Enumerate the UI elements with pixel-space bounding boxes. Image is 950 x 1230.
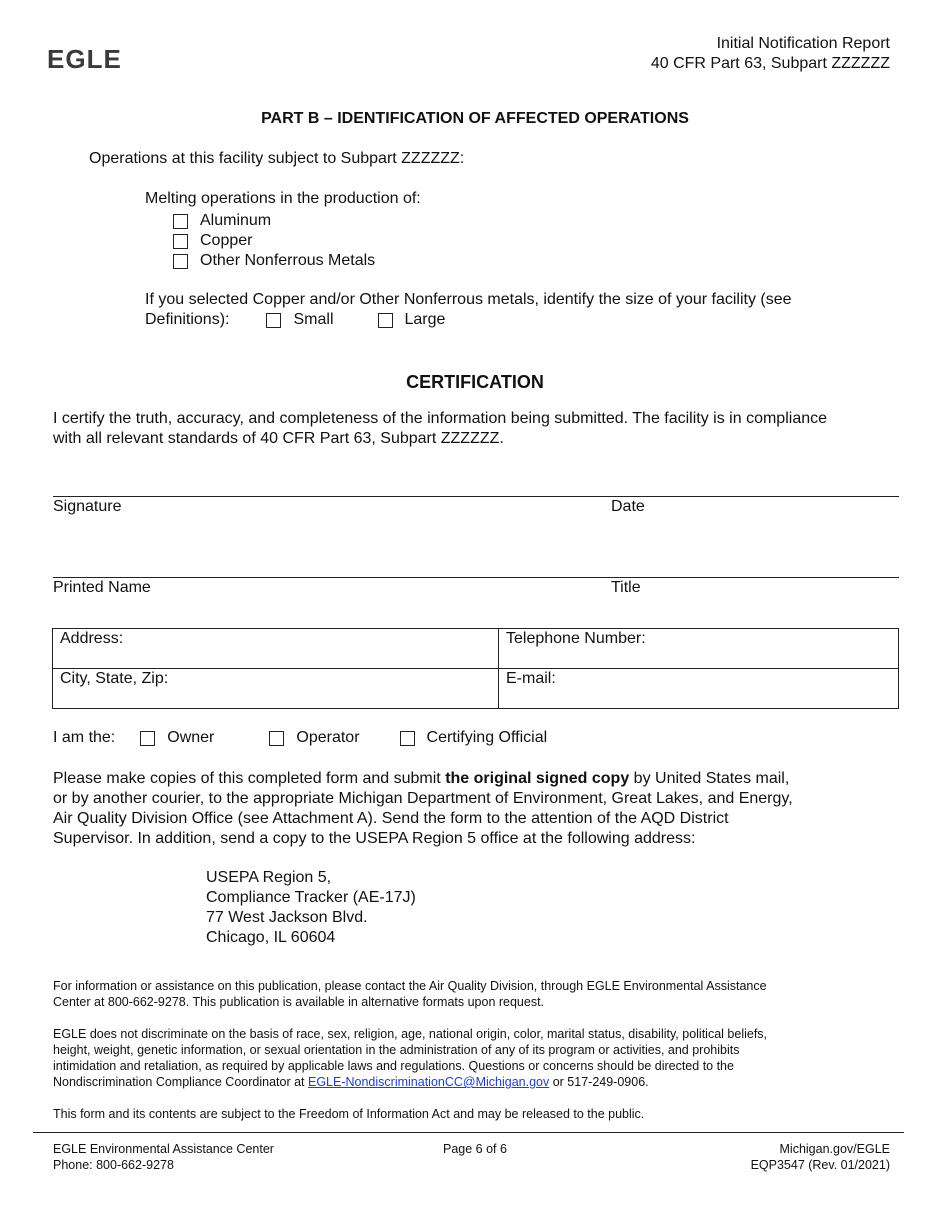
egle-logo — [47, 46, 127, 72]
cert-statement-cont: with all relevant standards of 40 CFR Part 63, Subpart ZZZZZZ. — [53, 430, 504, 447]
copper-checkbox[interactable] — [173, 234, 188, 249]
signature-line[interactable] — [53, 496, 899, 497]
footer-divider — [33, 1132, 904, 1133]
instructions-text-end: by United States mail, — [629, 770, 790, 787]
report-title: Initial Notification Report — [716, 35, 890, 52]
instructions-line-4: Supervisor. In addition, send a copy to the USEPA Region 5 office at the following address: — [53, 830, 696, 847]
form-number: EQP3547 (Rev. 01/2021) — [750, 1158, 890, 1172]
nondiscrimination-email-link[interactable]: EGLE-NondiscriminationCC@Michigan.gov — [307, 1075, 550, 1089]
small-checkbox[interactable] — [266, 313, 281, 328]
certifying-official-checkbox[interactable] — [400, 731, 415, 746]
instructions-line-2: or by another courier, to the appropriate Michigan Department of Environment, Great Lakes, and Energy, — [53, 790, 793, 807]
address-line: 77 West Jackson Blvd. — [206, 909, 368, 926]
owner-checkbox[interactable] — [140, 731, 155, 746]
date-label: Date — [611, 498, 645, 515]
usepa-address — [206, 868, 416, 948]
copper-label: Copper — [200, 232, 253, 249]
nondiscrimination-notice — [53, 1026, 767, 1090]
large-label: Large — [404, 311, 446, 328]
footer-right — [751, 1141, 890, 1173]
size-row — [145, 310, 445, 330]
size-question-cont: Definitions): — [145, 311, 230, 328]
title-label: Title — [611, 579, 641, 596]
page-number: Page 6 of 6 — [443, 1142, 507, 1156]
large-checkbox[interactable] — [378, 313, 393, 328]
operator-checkbox[interactable] — [269, 731, 284, 746]
instructions-text: Please make copies of this completed form and submit — [53, 770, 446, 787]
signature-label: Signature — [53, 498, 122, 515]
option-aluminum[interactable] — [173, 211, 271, 231]
melting-label: Melting operations in the production of: — [145, 190, 421, 207]
footer-phone: Phone: 800-662-9278 — [53, 1158, 174, 1172]
info-notice — [53, 978, 767, 1010]
info-notice-line: Center at 800-662-9278. This publication is available in alternative formats upon request. — [53, 995, 545, 1009]
option-other-nonferrous[interactable] — [173, 251, 375, 271]
printed-name-label: Printed Name — [53, 579, 151, 596]
telephone-field[interactable] — [499, 629, 899, 669]
printed-name-line[interactable] — [53, 577, 899, 578]
svg-text:EGLE: EGLE — [47, 46, 122, 72]
certifying-official-label: Certifying Official — [426, 729, 548, 746]
nd-notice-line — [53, 1074, 767, 1090]
instructions-line-3: Air Quality Division Office (see Attachment A). Send the form to the attention of the AQD District — [53, 810, 729, 827]
foia-notice: This form and its contents are subject to the Freedom of Information Act and may be released to the public. — [53, 1107, 645, 1121]
report-header — [651, 34, 890, 74]
role-row — [53, 728, 547, 748]
operator-label: Operator — [296, 729, 360, 746]
option-copper[interactable] — [173, 231, 252, 251]
city-state-zip-field[interactable] — [53, 669, 499, 709]
other-nonferrous-label: Other Nonferrous Metals — [200, 252, 376, 269]
nd-notice-line: EGLE does not discriminate on the basis of race, sex, religion, age, national origin, color, marital status, disability, political beliefs, — [53, 1027, 768, 1041]
info-notice-line: For information or assistance on this publication, please contact the Air Quality Division, through EGLE Environmental Assistance — [53, 979, 767, 993]
regulation-subpart: 40 CFR Part 63, Subpart ZZZZZZ — [650, 55, 890, 72]
aluminum-checkbox[interactable] — [173, 214, 188, 229]
nd-notice-text: Nondiscrimination Compliance Coordinator at — [53, 1075, 308, 1089]
telephone-label: Telephone Number: — [506, 630, 646, 647]
owner-label: Owner — [167, 729, 215, 746]
nd-notice-line: height, weight, genetic information, or sexual orientation in the administration of any of its program or activities, and prohibits — [53, 1043, 740, 1057]
nd-notice-phone: or 517-249-0906. — [549, 1075, 649, 1089]
address-line: Chicago, IL 60604 — [206, 929, 336, 946]
nd-notice-line: intimidation and retaliation, as required by applicable laws and regulations. Questions or concerns should be directed to the — [53, 1059, 734, 1073]
address-field[interactable] — [53, 629, 499, 669]
part-b-title: PART B – IDENTIFICATION OF AFFECTED OPERATIONS — [261, 110, 689, 127]
address-line: USEPA Region 5, — [206, 869, 332, 886]
address-label: Address: — [60, 630, 124, 647]
size-question: If you selected Copper and/or Other Nonferrous metals, identify the size of your facility (see — [145, 291, 792, 308]
footer-website: Michigan.gov/EGLE — [779, 1142, 890, 1156]
city-state-zip-label: City, State, Zip: — [60, 670, 169, 687]
address-line: Compliance Tracker (AE-17J) — [206, 889, 416, 906]
cert-statement: I certify the truth, accuracy, and completeness of the information being submitted. The facility is in compliance — [53, 410, 828, 427]
operations-intro: Operations at this facility subject to Subpart ZZZZZZ: — [89, 150, 465, 167]
role-label: I am the: — [53, 729, 116, 746]
other-nonferrous-checkbox[interactable] — [173, 254, 188, 269]
footer-center-name: EGLE Environmental Assistance Center — [53, 1142, 274, 1156]
instructions-line-1 — [53, 769, 789, 789]
email-field[interactable] — [499, 669, 899, 709]
email-label: E-mail: — [506, 670, 556, 687]
small-label: Small — [293, 311, 334, 328]
certification-title: CERTIFICATION — [406, 372, 544, 392]
contact-table — [52, 628, 899, 709]
aluminum-label: Aluminum — [200, 212, 272, 229]
original-signed-copy-emphasis: the original signed copy — [445, 770, 630, 787]
